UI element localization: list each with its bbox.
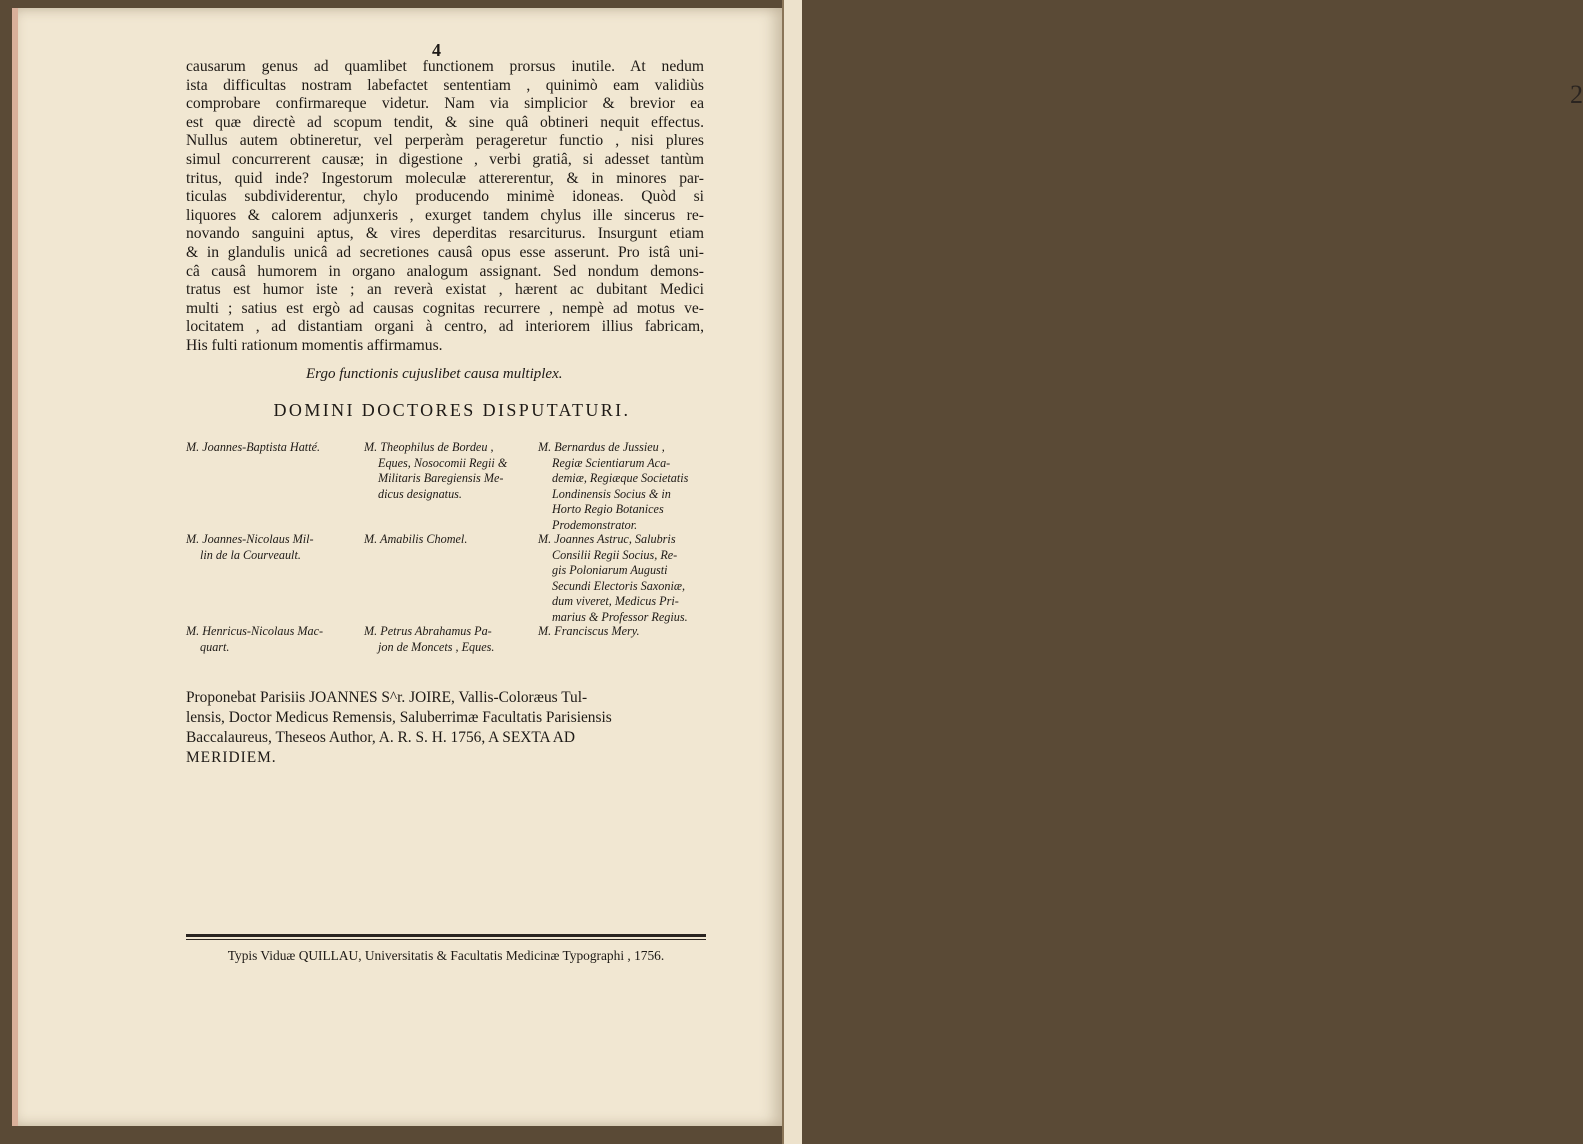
- text-line: causarum genus ad quamlibet functionem prorsus inutile. At nedum: [186, 58, 704, 75]
- text-line: His fulti rationum momentis affirmamus.: [186, 336, 443, 354]
- doctor-entry: [538, 532, 706, 626]
- doctor-line: M. Joannes Astruc, Salubris: [538, 532, 676, 546]
- text-line: tratus est humor iste ; an reverà existat , hærent ac dubitant Medici: [186, 281, 704, 299]
- doctor-entry: [186, 440, 356, 456]
- doctor-line: Militaris Baregiensis Me-: [378, 471, 504, 486]
- page-binding-edge: [12, 8, 18, 1126]
- doctor-entry: [186, 532, 356, 563]
- conclusion-statement: Ergo functionis cujuslibet causa multiplex.: [306, 366, 563, 382]
- doctor-line: Secundi Electoris Saxoniæ,: [552, 578, 686, 593]
- section-heading: DOMINI DOCTORES DISPUTATURI.: [273, 400, 631, 420]
- doctors-list: [186, 440, 706, 660]
- text-line: tritus, quid inde? Ingestorum moleculæ attererentur, & in minores par-: [186, 169, 704, 187]
- notice-line: Proponebat Parisiis JOANNES S^r. JOIRE, Vallis-Coloræus Tul-: [186, 689, 588, 706]
- doctor-entry: [538, 624, 706, 640]
- doctor-line: lin de la Courveault.: [200, 547, 301, 562]
- text-line: liquores & calorem adjunxeris , exurget tandem chylus ille sincerus re-: [186, 206, 704, 224]
- adjacent-page-edge: [782, 0, 1583, 1144]
- doctor-line: dum viveret, Medicus Pri-: [552, 594, 679, 609]
- doctor-line: M. Joannes-Nicolaus Mil-: [186, 532, 314, 546]
- doctor-line: gis Poloniarum Augusti: [552, 563, 668, 578]
- doctor-line: M. Theophilus de Bordeu ,: [364, 440, 494, 454]
- doctor-entry: [186, 624, 356, 655]
- next-page-number: 2: [1570, 80, 1583, 109]
- doctor-line: Horto Regio Botanices: [552, 502, 664, 517]
- text-line: simul concurrerent causæ; in digestione , verbi gratiâ, si adesset tantùm: [186, 150, 704, 168]
- notice-line: Baccalaureus, Theseos Author, A. R. S. H. 1756, A SEXTA AD: [186, 729, 576, 746]
- doctor-line: M. Bernardus de Jussieu ,: [538, 440, 665, 454]
- notice-line: MERIDIEM.: [186, 749, 277, 766]
- doctor-entry: [538, 440, 706, 534]
- doctor-line: M. Henricus-Nicolaus Mac-: [186, 624, 324, 638]
- doctor-entry: [364, 532, 536, 548]
- doctor-line: M. Franciscus Mery.: [538, 624, 640, 638]
- doctor-line: Prodemonstrator.: [552, 517, 638, 532]
- doctor-line: quart.: [200, 639, 230, 654]
- doctor-line: M. Joannes-Baptista Hatté.: [186, 440, 321, 454]
- text-line: comprobare confirmareque videtur. Nam via simplicior & brevior ea: [186, 95, 704, 113]
- notice-line: lensis, Doctor Medicus Remensis, Saluberrimæ Facultatis Parisiensis: [186, 709, 612, 726]
- text-line: novando sanguini aptus, & vires deperditas resarciturus. Insurgunt etiam: [186, 225, 704, 243]
- doctor-line: Londinensis Socius & in: [552, 486, 671, 501]
- doctor-line: Regiæ Scientiarum Aca-: [552, 455, 671, 470]
- doctor-line: M. Amabilis Chomel.: [364, 532, 468, 546]
- thesis-defense-notice: [186, 688, 706, 768]
- doctor-entry: [364, 624, 536, 655]
- text-line: multi ; satius est ergò ad causas cognitas recurrere , nempè ad motus ve-: [186, 299, 704, 317]
- doctor-entry: [364, 440, 536, 502]
- text-line: Nullus autem obtineretur, vel perperàm perageretur functio , nisi plures: [186, 132, 704, 150]
- decorative-rule: [186, 934, 706, 940]
- text-line: locitatem , ad distantiam organi à centro, ad interiorem illius fabricam,: [186, 318, 704, 336]
- doctor-line: Consilii Regii Socius, Re-: [552, 547, 678, 562]
- doctor-line: dicus designatus.: [378, 486, 462, 501]
- doctor-line: marius & Professor Regius.: [552, 609, 688, 624]
- text-line: & in glandulis unicâ ad secretiones causâ opus esse asserunt. Pro istâ uni-: [186, 243, 704, 261]
- text-line: câ causâ humorem in organo analogum assignant. Sed nondum demons-: [186, 262, 704, 280]
- printer-imprint: Typis Viduæ QUILLAU, Universitatis & Facultatis Medicinæ Typographi , 1756.: [227, 948, 665, 963]
- doctor-line: demiæ, Regiæque Societatis: [552, 471, 689, 486]
- doctor-line: Eques, Nosocomii Regii &: [378, 455, 508, 470]
- doctor-line: jon de Moncets , Eques.: [378, 639, 495, 654]
- text-line: ista difficultas nostram labefactet sententiam , quinimò eam validiùs: [186, 76, 704, 94]
- doctor-line: M. Petrus Abrahamus Pa-: [364, 624, 492, 638]
- body-paragraph: [186, 58, 704, 356]
- text-line: est quæ directè ad scopum tendit, & sine quâ obtineri nequit effectus.: [186, 113, 704, 131]
- text-line: ticulas subdividerentur, chylo producendo minimè idoneas. Quòd si: [186, 188, 704, 206]
- page-number: 4: [432, 40, 441, 60]
